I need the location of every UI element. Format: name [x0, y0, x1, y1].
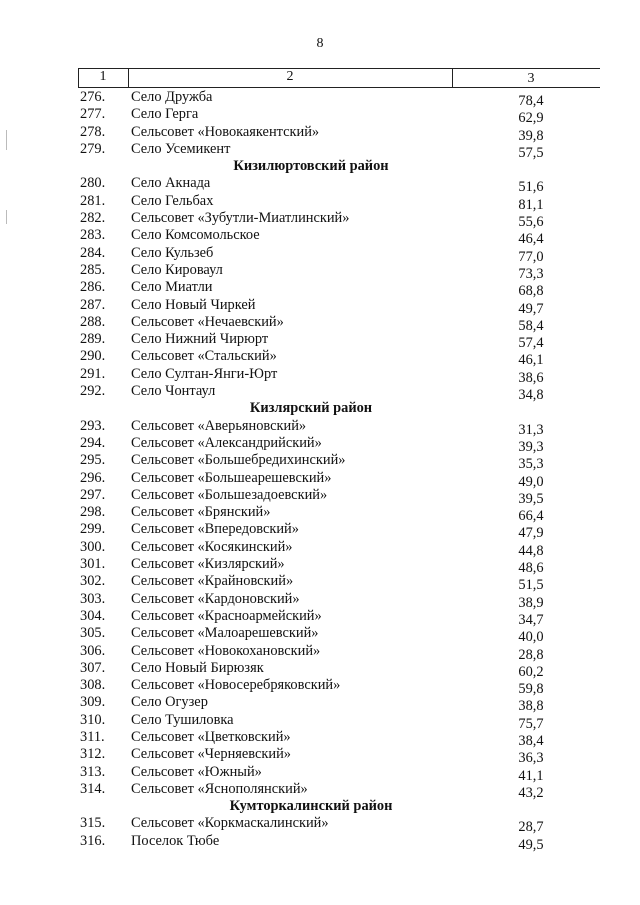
settlement-value: 35,3 — [518, 456, 544, 473]
header-col-2: 2 — [286, 69, 294, 84]
table-row — [78, 452, 600, 473]
settlement-name: Село Дружба — [131, 89, 213, 105]
table-row — [78, 590, 600, 611]
settlement-value: 77,0 — [518, 248, 544, 265]
settlement-value: 59,8 — [518, 681, 544, 698]
settlement-name: Сельсовет «Нечаевский» — [131, 313, 284, 330]
table-row — [78, 244, 600, 265]
settlement-value: 49,5 — [518, 836, 544, 853]
table-row — [78, 469, 600, 490]
row-number: 278. — [80, 123, 106, 140]
row-number: 286. — [80, 279, 106, 296]
settlement-name: Сельсовет «Впередовский» — [131, 521, 299, 538]
district-heading — [78, 158, 600, 175]
settlement-value: 28,7 — [518, 819, 544, 836]
settlement-name: Село Герга — [131, 106, 199, 123]
scan-artifact — [6, 130, 7, 150]
table-row — [78, 348, 600, 369]
header-bottom-rule — [78, 87, 600, 88]
row-number: 281. — [80, 192, 106, 209]
table-row — [78, 365, 600, 386]
row-number: 285. — [80, 261, 106, 278]
row-number: 301. — [80, 556, 106, 573]
settlement-value: 46,4 — [518, 231, 544, 248]
settlement-name: Сельсовет «Новосеребряковский» — [131, 677, 341, 694]
table-row — [78, 694, 600, 715]
table-row — [78, 504, 600, 525]
row-number: 292. — [80, 383, 106, 400]
row-number: 312. — [80, 746, 106, 763]
settlement-name: Сельсовет «Яснополянский» — [131, 780, 308, 797]
row-number: 290. — [80, 348, 106, 365]
settlement-value: 36,3 — [518, 750, 544, 767]
table-row — [78, 642, 600, 663]
table-row — [78, 123, 600, 144]
row-number: 307. — [80, 659, 106, 676]
settlement-value: 46,1 — [518, 352, 544, 369]
row-number: 316. — [80, 832, 106, 849]
settlement-name: Село Новый Бирюзяк — [131, 659, 264, 676]
settlement-value: 60,2 — [518, 663, 544, 680]
settlement-value: 49,0 — [518, 473, 544, 490]
table-row — [78, 417, 600, 438]
row-number: 302. — [80, 573, 106, 590]
header-col-3: 3 — [527, 71, 535, 86]
settlement-value: 31,3 — [518, 421, 544, 438]
table-row — [78, 728, 600, 749]
settlement-name: Сельсовет «Малоарешевский» — [131, 625, 319, 642]
row-number: 306. — [80, 642, 106, 659]
settlement-value: 75,7 — [518, 715, 544, 732]
settlement-value: 57,4 — [518, 335, 544, 352]
row-number: 300. — [80, 538, 106, 555]
settlement-name: Сельсовет «Цветковский» — [131, 728, 291, 745]
row-number: 276. — [80, 89, 106, 105]
row-number: 294. — [80, 434, 106, 451]
settlement-name: Село Тушиловка — [131, 711, 234, 728]
settlement-name: Сельсовет «Кизлярский» — [131, 556, 285, 573]
settlement-name: Сельсовет «Брянский» — [131, 504, 271, 521]
settlement-name: Сельсовет «Кардоновский» — [131, 590, 300, 607]
table-row — [78, 192, 600, 213]
row-number: 303. — [80, 590, 106, 607]
table-row — [78, 625, 600, 646]
district-heading — [78, 400, 600, 417]
table-row — [78, 711, 600, 732]
table-row — [78, 573, 600, 594]
row-number: 311. — [80, 728, 105, 745]
settlement-value: 38,8 — [518, 698, 544, 715]
settlement-name: Сельсовет «Новокаякентский» — [131, 123, 320, 140]
settlement-value: 40,0 — [518, 629, 544, 646]
settlement-name: Село Комсомольское — [131, 227, 260, 244]
settlement-name: Сельсовет «Зубутли-Миатлинский» — [131, 210, 350, 227]
row-number: 309. — [80, 694, 106, 711]
row-number: 304. — [80, 607, 106, 624]
row-number: 313. — [80, 763, 106, 780]
table-row — [78, 210, 600, 231]
table-row — [78, 434, 600, 455]
settlement-name: Сельсовет «Стальский» — [131, 348, 277, 365]
settlement-value: 38,9 — [518, 594, 544, 611]
settlement-name: Село Новый Чиркей — [131, 296, 256, 313]
settlement-name: Сельсовет «Новокохановский» — [131, 642, 321, 659]
settlement-name: Сельсовет «Красноармейский» — [131, 607, 322, 624]
district-heading — [78, 798, 600, 815]
table-header — [78, 68, 600, 89]
row-number: 287. — [80, 296, 106, 313]
row-number: 283. — [80, 227, 106, 244]
settlement-value: 51,6 — [518, 179, 544, 196]
table-row — [78, 140, 600, 161]
row-number: 308. — [80, 677, 106, 694]
settlement-value: 57,5 — [518, 144, 544, 161]
settlement-value: 38,6 — [518, 369, 544, 386]
settlement-name: Сельсовет «Южный» — [131, 763, 262, 780]
table-row — [78, 279, 600, 300]
table-row — [78, 227, 600, 248]
settlement-name: Сельсовет «Большеарешевский» — [131, 469, 332, 486]
table-row — [78, 521, 600, 542]
table-row — [78, 659, 600, 680]
table-row — [78, 607, 600, 628]
table-row — [78, 763, 600, 784]
row-number: 279. — [80, 140, 106, 157]
table-row — [78, 746, 600, 767]
settlement-name: Село Чонтаул — [131, 383, 216, 400]
table-row — [78, 383, 600, 404]
settlement-value: 34,7 — [518, 611, 544, 628]
settlement-name: Село Кульзеб — [131, 244, 214, 261]
settlement-name: Сельсовет «Коркмаскалинский» — [131, 815, 329, 832]
settlement-value: 81,1 — [518, 196, 544, 213]
table-row — [78, 780, 600, 801]
row-number: 310. — [80, 711, 106, 728]
table-row — [78, 331, 600, 352]
district-name: Кизлярский район — [249, 400, 373, 417]
settlement-name: Сельсовет «Большебредихинский» — [131, 452, 346, 469]
row-number: 305. — [80, 625, 106, 642]
settlement-value: 66,4 — [518, 508, 544, 525]
settlement-name: Сельсовет «Александрийский» — [131, 434, 322, 451]
settlement-value: 49,7 — [518, 300, 544, 317]
table-row — [78, 556, 600, 577]
row-number: 295. — [80, 452, 106, 469]
table-row — [78, 677, 600, 698]
table-row — [78, 815, 600, 836]
settlement-name: Сельсовет «Аверьяновский» — [131, 417, 307, 434]
row-number: 284. — [80, 244, 106, 261]
settlement-value: 58,4 — [518, 317, 544, 334]
table-row — [78, 175, 600, 196]
settlement-value: 41,1 — [518, 767, 544, 784]
row-number: 277. — [80, 106, 106, 123]
table-row — [78, 296, 600, 317]
settlement-name: Поселок Тюбе — [131, 832, 220, 849]
settlement-value: 34,8 — [518, 387, 544, 404]
row-number: 296. — [80, 469, 106, 486]
settlement-value: 51,5 — [518, 577, 544, 594]
row-number: 282. — [80, 210, 106, 227]
row-number: 293. — [80, 417, 106, 434]
settlement-value: 44,8 — [518, 542, 544, 559]
row-number: 297. — [80, 486, 106, 503]
settlement-name: Село Кироваул — [131, 261, 223, 278]
settlements-table — [78, 68, 600, 853]
table-row — [78, 106, 600, 127]
table-row — [78, 486, 600, 507]
settlement-value: 78,4 — [518, 93, 544, 109]
district-name: Кумторкалинский район — [229, 798, 393, 815]
settlement-value: 47,9 — [518, 525, 544, 542]
settlement-value: 39,3 — [518, 438, 544, 455]
settlement-name: Село Гельбах — [131, 192, 214, 209]
settlement-name: Сельсовет «Большезадоевский» — [131, 486, 328, 503]
settlement-name: Сельсовет «Косякинский» — [131, 538, 293, 555]
row-number: 280. — [80, 175, 106, 192]
row-number: 291. — [80, 365, 106, 382]
settlement-value: 39,5 — [518, 490, 544, 507]
settlement-value: 43,2 — [518, 784, 544, 801]
settlement-value: 48,6 — [518, 560, 544, 577]
settlement-value: 62,9 — [518, 110, 544, 127]
table-body — [78, 89, 600, 853]
row-number: 299. — [80, 521, 106, 538]
row-number: 298. — [80, 504, 106, 521]
table-row — [78, 313, 600, 334]
settlement-value: 38,4 — [518, 732, 544, 749]
table-row — [78, 832, 600, 853]
settlement-value: 68,8 — [518, 283, 544, 300]
settlement-name: Село Нижний Чирюрт — [131, 331, 269, 348]
table-row — [78, 261, 600, 282]
district-name: Кизилюртовский район — [233, 158, 389, 175]
row-number: 314. — [80, 780, 106, 797]
settlement-value: 73,3 — [518, 265, 544, 282]
settlement-name: Сельсовет «Черняевский» — [131, 746, 291, 763]
row-number: 288. — [80, 313, 106, 330]
row-number: 315. — [80, 815, 106, 832]
table-row — [78, 538, 600, 559]
settlement-name: Сельсовет «Крайновский» — [131, 573, 294, 590]
table-row — [78, 89, 600, 109]
settlement-value: 28,8 — [518, 646, 544, 663]
header-col-1: 1 — [99, 69, 107, 84]
header-divider — [452, 68, 453, 88]
settlement-value: 55,6 — [518, 214, 544, 231]
settlement-name: Село Акнада — [131, 175, 211, 192]
settlement-name: Село Миатли — [131, 279, 213, 296]
row-number: 289. — [80, 331, 106, 348]
settlement-name: Село Усемикент — [131, 140, 231, 157]
page-number: 8 — [316, 36, 324, 51]
settlement-value: 39,8 — [518, 127, 544, 144]
settlement-name: Село Огузер — [131, 694, 208, 711]
settlement-name: Село Султан-Янги-Юрт — [131, 365, 278, 382]
scan-artifact — [6, 210, 7, 224]
